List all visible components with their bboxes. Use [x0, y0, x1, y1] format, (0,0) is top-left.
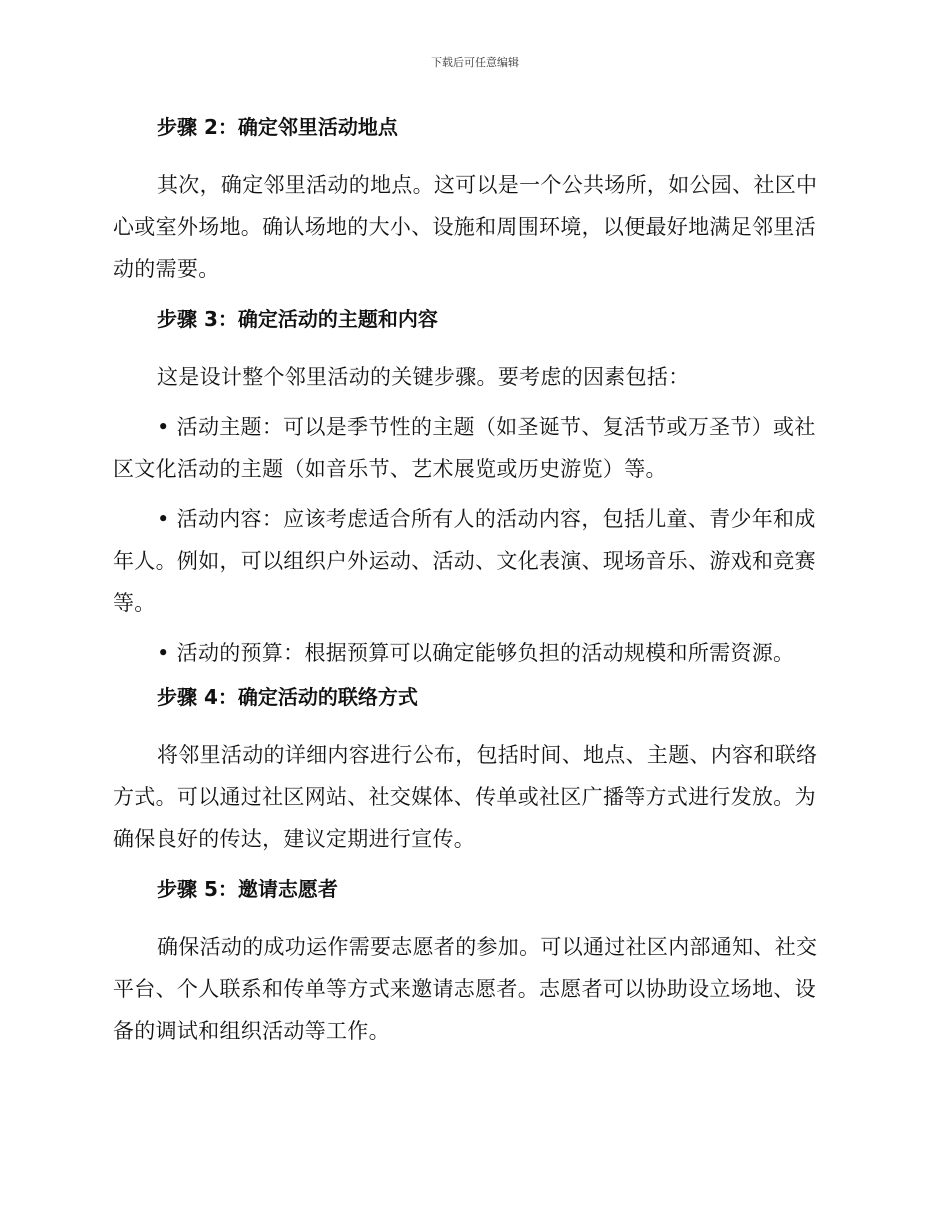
bullet-activity-budget: • 活动的预算：根据预算可以确定能够负担的活动规模和所需资源。	[157, 641, 795, 665]
page-header: 下载后可任意编辑	[431, 56, 519, 69]
bullet-activity-theme: • 活动主题：可以是季节性的主题（如圣诞节、复活节或万圣节）或社区文化活动的主题（如音乐节、艺术展览或历史游览）等。	[113, 415, 816, 481]
bullet-activity-content: • 活动内容：应该考虑适合所有人的活动内容，包括儿童、青少年和成年人。例如，可以组织户外运动、活动、文化表演、现场音乐、游戏和竞赛等。	[113, 507, 816, 615]
step-3-intro-paragraph: 这是设计整个邻里活动的关键步骤。要考虑的因素包括：	[157, 365, 690, 389]
step-3-heading: 步骤 3：确定活动的主题和内容	[157, 307, 438, 331]
step-4-heading: 步骤 4：确定活动的联络方式	[157, 685, 418, 709]
step-2-heading: 步骤 2：确定邻里活动地点	[157, 115, 398, 139]
step-5-paragraph: 确保活动的成功运作需要志愿者的参加。可以通过社区内部通知、社交平台、个人联系和传单等方式来邀请志愿者。志愿者可以协助设立场地、设备的调试和组织活动等工作。	[113, 935, 818, 1043]
step-4-paragraph: 将邻里活动的详细内容进行公布，包括时间、地点、主题、内容和联络方式。可以通过社区网站、社交媒体、传单或社区广播等方式进行发放。为确保良好的传达，建议定期进行宣传。	[113, 743, 818, 851]
step-2-paragraph: 其次，确定邻里活动的地点。这可以是一个公共场所，如公园、社区中心或室外场地。确认场地的大小、设施和周围环境，以便最好地满足邻里活动的需要。	[113, 173, 818, 281]
document-body	[113, 112, 833, 1066]
step-5-heading: 步骤 5：邀请志愿者	[157, 877, 338, 901]
